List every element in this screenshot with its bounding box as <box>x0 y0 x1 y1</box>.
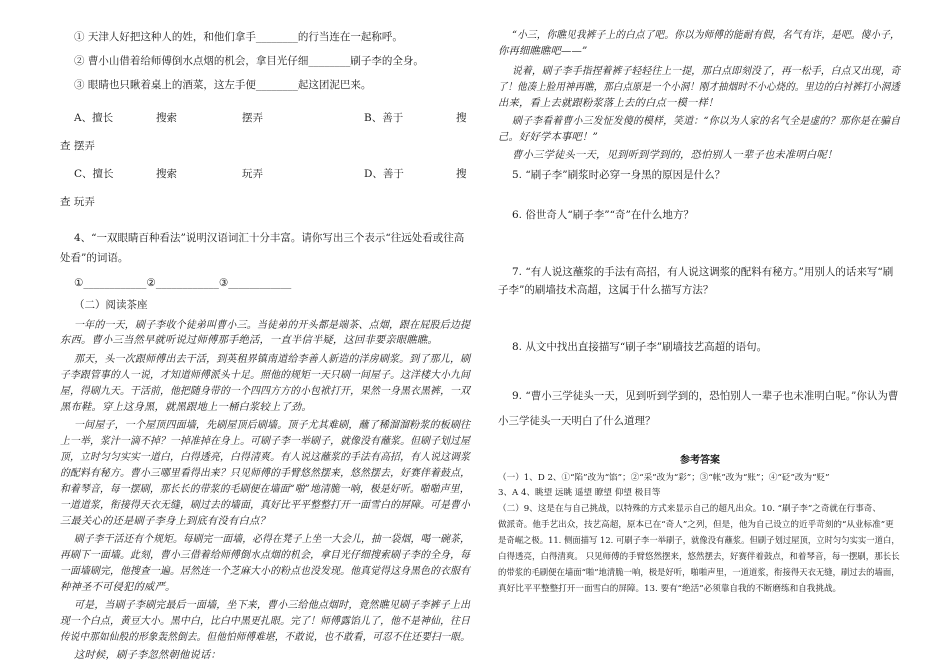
passage-p3-line-7: 三最关心的还是刷子李身上到底有没有白点？ <box>60 515 270 527</box>
answer-line-3: （二）9、这是在与自己挑战，以特殊的方式来显示自己的超凡出众。10. “刷子李”之奇就在行事奇、 <box>498 504 881 514</box>
question-6: 6. 俗世奇人“刷子李”“奇”在什么地方？ <box>512 209 694 221</box>
passage-p3-line-5: 和着琴音，每一摆刷，那长长的带浆的毛刷便在墙面“啪”地清脆一响，极是好听。啪啪声里， <box>60 483 470 495</box>
option-c: C、擅长 <box>74 168 114 180</box>
question-7-line-2: 子李”的刷墙技术高超，这属于什么描写方法？ <box>498 284 714 296</box>
passage-r2-line-1: 说着，刷子李手指捏着裤子轻轻往上一提，那白点即刻没了，再一松手，白点又出现，奇 <box>512 65 901 77</box>
passage-p4-line-4: 种神圣不可侵犯的威严。 <box>60 581 176 593</box>
answer-line-5: 是奇崛之极。11. 侧面描写 12. 可刷子李一举刷子，就像没有蘸浆。但刷子划过屋顶，立时匀匀实实一道白， <box>498 536 900 546</box>
option-a: A、擅长 <box>74 112 114 124</box>
passage-p5-line-1: 可是，当刷子李刷完最后一面墙，坐下来，曹小三给他点烟时，竟然瞧见刷子李裤子上出 <box>74 599 471 611</box>
question-8: 8. 从文中找出直接描写“刷子李”刷墙技艺高超的语句。 <box>512 341 768 353</box>
question-9-line-1: 9. “曹小三学徒头一天，见到听到学到的，恐怕别人一辈子也未准明白呢。”你认为曹 <box>512 390 899 402</box>
passage-r3-line-1: 刷子李看着曹小三发怔发傻的模样，笑道：“你以为人家的名气全是虚的？那你是在骗自 <box>512 115 901 127</box>
passage-r1-line-2: 你再细瞧瞧吧——” <box>498 45 588 57</box>
passage-p3-line-1: 一间屋子，一个屋顶四面墙，先刷屋顶后刷墙。顶子尤其难刷，蘸了稀溜溜粉浆的板刷往 <box>74 419 471 431</box>
passage-r1-line-1: “小三，你瞧见我裤子上的白点了吧。你以为师傅的能耐有假，名气有诈，是吧。傻小子， <box>512 29 900 41</box>
passage-p1-line-2: 东西。曹小三当然早就听说过师傅那手绝活，一直半信半疑，这回非要亲眼瞧瞧。 <box>60 334 438 346</box>
option-a-word-2: 搜索 <box>156 112 177 124</box>
question-7-line-1: 7. “有人说这蘸浆的手法有高招，有人说这调浆的配料有秘方。”用别人的话来写“刷 <box>512 266 894 278</box>
question-5: 5. “刷子李”刷浆时必穿一身黑的原因是什么？ <box>512 169 726 181</box>
passage-p6: 这时候，刷子李忽然朝他说话： <box>74 649 221 661</box>
passage-p4-line-3: 一面墙刷完，他搜查一遍。居然连一个芝麻大小的粉点也没发现。他真觉得这身黑色的衣服有 <box>60 565 471 577</box>
answer-line-1: （一）1、D 2、①“陷”改为“馅”；②“采”改为“彩”；③“帐”改为“账”；④“砭”改为“贬” <box>498 473 830 483</box>
option-b-word-2: 搜 <box>456 112 467 124</box>
question-9-line-2: 小三学徒头一天明白了什么道理？ <box>498 415 656 427</box>
passage-p3-line-2: 上一举，浆汁一滴不掉？一掉准掉在身上。可刷子李一举刷子，就像没有蘸浆。但刷子划过屋 <box>60 435 471 447</box>
options-row-cd-cont: 查 玩弄 <box>60 196 95 208</box>
section-heading: （二）阅读茶座 <box>74 299 148 311</box>
option-a-word-3: 摆弄 <box>242 112 263 124</box>
answer-line-6: 白得透亮，白得清爽。 只见师傅的手臂悠然摆来，悠然摆去，好赛伴着鼓点，和着琴音，每一摆刷，那长长 <box>498 552 900 562</box>
answer-key-title: 参考答案 <box>680 455 720 466</box>
passage-p3-line-6: 一道道浆，衔接得天衣无缝，刷过去的墙面，真好比平平整整打开一面雪白的屏障。可是曹小 <box>60 499 471 511</box>
passage-p2-line-1: 那天，头一次跟师傅出去干活，到英租界镇南道给李善人新造的洋房刷浆。到了那儿，刷 <box>74 353 471 365</box>
passage-p2-line-2: 子李跟管事的人一说，才知道师傅派头十足。照他的规矩一天只刷一间屋子。这洋楼大小九间 <box>60 369 471 381</box>
passage-p3-line-3: 顶，立时匀匀实实一道白，白得透亮，白得清爽。有人说这蘸浆的手法有高招，有人说这调浆 <box>60 451 471 463</box>
passage-r2-line-3: 出来，看上去就跟粉浆落上去的白点一模一样！ <box>498 97 719 109</box>
option-d: D、善于 <box>364 168 404 180</box>
passage-p1-line-1: 一年的一天，刷子李收个徒弟叫曹小三。当徒弟的开头都是端茶、点烟，跟在屁股后边提 <box>74 319 471 331</box>
question-4-blanks: ①____________②____________③____________ <box>74 277 292 289</box>
option-d-word-2: 搜 <box>456 168 467 180</box>
passage-p3-line-4: 的配料有秘方。曹小三哪里看得出来？只见师傅的手臂悠然摆来，悠然摆去，好赛伴着鼓点， <box>60 467 471 479</box>
option-c-word-2: 搜索 <box>156 168 177 180</box>
passage-p5-line-2: 现一个白点，黄豆大小。黑中白，比白中黑更扎眼。完了！师傅露馅儿了，他不是神仙，往日 <box>60 615 471 627</box>
question-4-line-1: 4、“一双眼睛百种看法”说明汉语词汇十分丰富。请你写出三个表示“往远处看或往高 <box>74 232 465 244</box>
passage-p4-line-1: 刷子李干活还有个规矩。每刷完一面墙，必得在凳子上坐一大会儿，抽一袋烟，喝一碗茶， <box>74 533 470 545</box>
answer-line-7: 的带浆的毛刷便在墙面“啪”地清脆一响，极是好听，啪啪声里，一道道浆，衔接得天衣无缝，刷过去的墙面， <box>498 568 900 578</box>
question-4-line-2: 处看”的词语。 <box>60 252 129 264</box>
passage-p4-line-2: 再刷下一面墙。此刻，曹小三借着给师傅倒水点烟的机会，拿目光仔细搜索刷子李的全身，每 <box>60 549 471 561</box>
passage-p2-line-3: 屋，得刷九天。干活前，他把随身带的一个四四方方的小包袱打开，果然一身黑衣黑裤，一双 <box>60 385 471 397</box>
passage-p5-line-3: 传说中那如仙般的形象轰然倒去。但他怕师傅难堪，不敢说，也不敢看，可忍不住还要扫一眼。 <box>60 631 471 643</box>
passage-r2-line-2: 了！他凑上脸用神再瞧，那白点原是一个小洞！刚才抽烟时不小心烧的。里边的白衬裤打小洞透 <box>498 81 901 93</box>
option-c-word-3: 玩弄 <box>242 168 263 180</box>
answer-line-8: 真好比平平整整打开一面雪白的屏障。13. 要有“绝活”必须靠自我的不断磨练和自我挑战。 <box>498 584 842 594</box>
answer-line-2: 3、A 4、眺望 远眺 遥望 瞭望 仰望 极目等 <box>498 488 661 498</box>
question-3-item-2: ② 曹小山借着给师傅倒水点烟的机会，拿目光仔细________刷子李的全身。 <box>74 55 424 67</box>
options-row-ab-cont: 查 摆弄 <box>60 140 95 152</box>
question-3-item-1: ① 天津人好把这种人的姓，和他们拿手________的行当连在一起称呼。 <box>74 31 403 43</box>
option-b: B、善于 <box>364 112 404 124</box>
passage-r3-line-2: 己。好好学本事吧！” <box>498 131 598 143</box>
passage-p2-line-4: 黑布鞋。穿上这身黑，就黑跟地上一桶白浆较上了劲。 <box>60 401 312 413</box>
passage-r4: 曹小三学徒头一天，见到听到学到的，恐怕别人一辈子也未准明白呢！ <box>512 149 838 161</box>
question-3-item-3: ③ 眼睛也只瞅着桌上的酒菜，这左手便________起这团泥巴来。 <box>74 79 372 91</box>
answer-line-4: 做派奇。他手艺出众，技艺高超，原本已在“奇人”之列，但是，他为自己设立的近乎苛刻的“从业标准”更 <box>498 520 894 530</box>
